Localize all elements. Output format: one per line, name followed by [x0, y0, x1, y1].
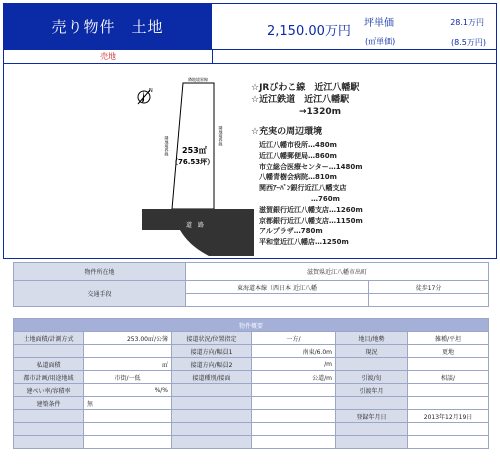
summary-value: [252, 384, 336, 397]
summary-label: 接道種別/接面: [172, 371, 252, 384]
summary-value: %/%: [84, 384, 172, 397]
summary-value: [84, 423, 172, 436]
summary-label: 現況: [336, 345, 408, 358]
access-info: [251, 82, 451, 248]
summary-label: 接道方向/幅員2: [172, 358, 252, 371]
boundary-right-label: 隣地境界線: [218, 126, 224, 146]
place-item: …760m: [311, 194, 340, 203]
summary-value: [408, 423, 489, 436]
location-table: [13, 262, 489, 307]
north-compass-icon: [138, 88, 153, 104]
summary-label: [336, 397, 408, 410]
lot-area-tsubo: （76.53坪）: [171, 158, 215, 166]
property-type: 売地: [4, 50, 213, 63]
access-ohmi: ☆近江鉄道 近江八幡駅: [251, 95, 350, 105]
summary-value: 相談/: [408, 371, 489, 384]
place-item: 近江八幡郵便局…860m: [259, 151, 337, 160]
place-item: アルプラザ…780m: [259, 227, 323, 236]
summary-label: [14, 410, 84, 423]
summary-label: [14, 345, 84, 358]
summary-value: 2013年12月19日: [408, 410, 489, 423]
lot-diagram-panel: [3, 64, 497, 259]
transport-line: 東海道本線（西日本 近江八幡: [186, 281, 369, 294]
place-item: 八幡青樹会病院…810m: [259, 173, 337, 182]
summary-value: [408, 436, 489, 449]
summary-value: [252, 397, 336, 410]
summary-value: [252, 410, 336, 423]
summary-value: [252, 436, 336, 449]
location-value: 滋賀県近江八幡市出町: [186, 263, 489, 281]
summary-value: ㎡: [84, 358, 172, 371]
transport-walk: 徒歩17分: [369, 281, 489, 294]
summary-label: [172, 397, 252, 410]
summary-label: 建築条件: [14, 397, 84, 410]
summary-label: 私道面積: [14, 358, 84, 371]
summary-title: 物件概要: [14, 319, 489, 332]
summary-value: [84, 410, 172, 423]
summary-value: [408, 358, 489, 371]
summary-value: [84, 436, 172, 449]
summary-value: [408, 384, 489, 397]
summary-table: [13, 318, 489, 449]
summary-label: [172, 384, 252, 397]
summary-label: 地目/地勢: [336, 332, 408, 345]
price: 2,150.00万円: [267, 24, 351, 39]
place-item: 京都銀行近江八幡支店…1150m: [259, 216, 363, 225]
summary-label: 接道状況/位置指定: [172, 332, 252, 345]
m2-price-label: (㎡単価): [365, 37, 396, 46]
summary-value: [84, 345, 172, 358]
summary-label: [172, 423, 252, 436]
surroundings-heading: ☆充実の周辺環境: [251, 127, 323, 137]
tsubo-price-label: 坪単価: [364, 18, 394, 29]
place-item: 滋賀銀行近江八幡支店…1260m: [259, 205, 363, 214]
lot-area-m2: 253㎡: [182, 146, 207, 155]
tsubo-price-value: 28.1万円: [450, 18, 484, 27]
summary-label: [336, 423, 408, 436]
boundary-top-label: 隣地境界線: [188, 77, 208, 82]
road-label: 道 路: [186, 222, 205, 229]
location-label: 物件所在地: [14, 263, 186, 281]
summary-label: [14, 436, 84, 449]
place-item: 平和堂近江八幡店…1250m: [259, 238, 349, 247]
access-distance: →1320m: [299, 107, 341, 117]
summary-label: 土地面積/計測方式: [14, 332, 84, 345]
summary-value: 南東/6.0m: [252, 345, 336, 358]
summary-label: [336, 358, 408, 371]
summary-value: /m: [252, 358, 336, 371]
summary-value: 無: [84, 397, 172, 410]
summary-label: [14, 423, 84, 436]
summary-value: 雑種/平坦: [408, 332, 489, 345]
summary-label: 都市計画/用途地域: [14, 371, 84, 384]
summary-label: 引渡/旬: [336, 371, 408, 384]
place-item: 近江八幡市役所…480m: [259, 141, 337, 149]
summary-label: [172, 410, 252, 423]
road-shape: [142, 209, 254, 256]
property-type-row: [3, 50, 497, 64]
summary-value: 253.00㎡/公簿: [84, 332, 172, 345]
lot-diagram: [104, 70, 264, 260]
summary-value: 公道/m: [252, 371, 336, 384]
place-item: 市立総合医療センター…1480m: [259, 162, 363, 171]
summary-value: [408, 397, 489, 410]
boundary-left-label: 隣地境界線: [164, 136, 170, 156]
summary-label: [172, 436, 252, 449]
summary-value: 更地: [408, 345, 489, 358]
transport-label: 交通手段: [14, 281, 186, 307]
summary-label: 登録年月日: [336, 410, 408, 423]
summary-label: 接道方向/幅員1: [172, 345, 252, 358]
summary-label: 引渡年月: [336, 384, 408, 397]
price-panel: [212, 3, 497, 50]
summary-value: 市街/一低: [84, 371, 172, 384]
access-jr: ☆JRびわこ線 近江八幡駅: [251, 83, 360, 93]
summary-value: [252, 423, 336, 436]
listing-title: 売り物件 土地: [3, 3, 212, 50]
svg-text:N: N: [149, 88, 153, 94]
summary-label: 建ぺい率/容積率: [14, 384, 84, 397]
summary-label: [336, 436, 408, 449]
m2-price-value: (8.5万円): [451, 38, 486, 47]
place-item: 関西ｱｰﾊﾞﾝ銀行近江八幡支店: [259, 184, 347, 193]
summary-value: 一方/: [252, 332, 336, 345]
